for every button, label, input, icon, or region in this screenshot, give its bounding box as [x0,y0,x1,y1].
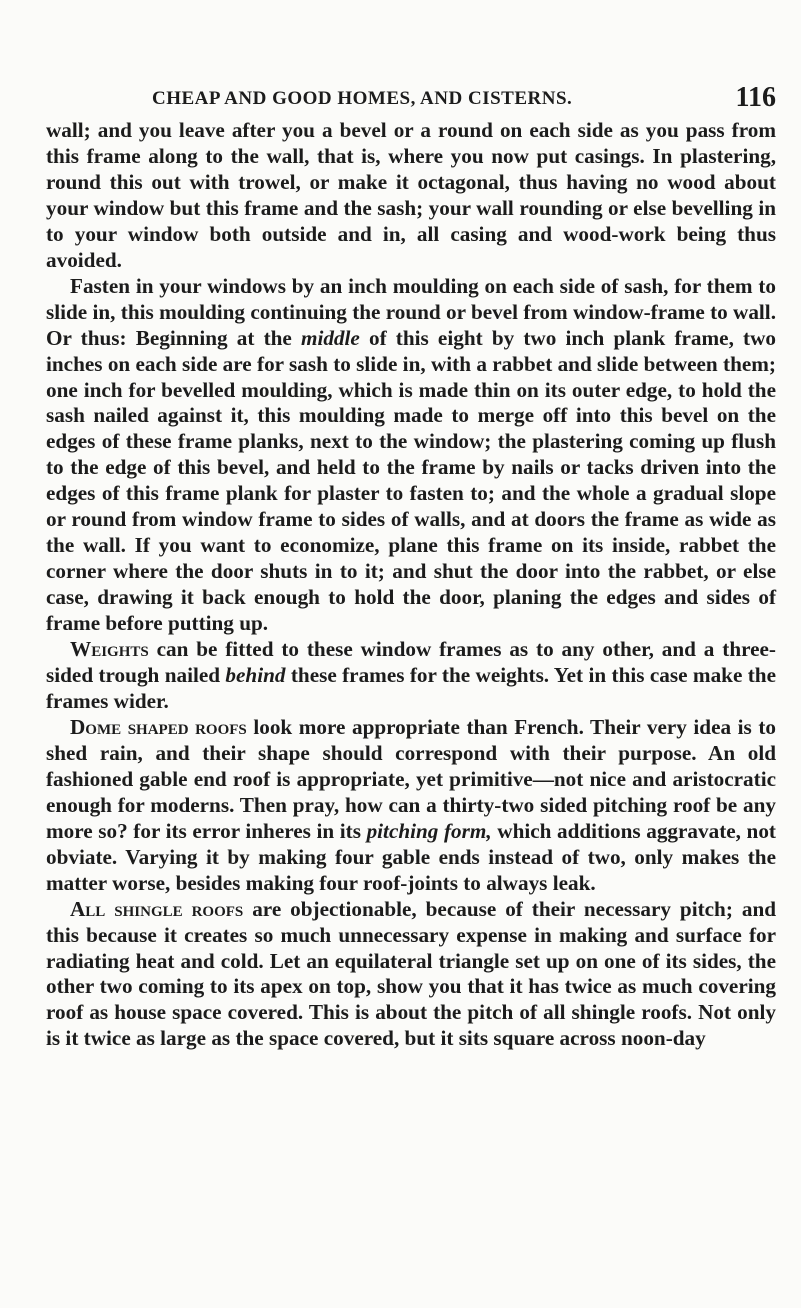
text-run: of this eight by two inch plank frame, two inches on each side are for sash to slide in, with a rabbet and slide between them; one inch for bevelled moulding, which is made thin on its outer edge, to hold the sash nailed against it, this moulding made to merge off into this bevel on the edges of these frame planks, next to the window; the plastering coming up flush to the edge of this bevel, and held to the frame by nails or tacks driven into the edges of this frame plank for plaster to fasten to; and the whole a gradual slope or round from window frame to sides of walls, and at doors the frame as wide as the wall. If you want to economize, plane this frame on its inside, rabbet the corner where the door shuts in to it; and shut the door into the rabbet, or else case, drawing it back enough to hold the door, planing the edges and sides of frame before putting up. [46,325,776,636]
paragraph-lead-words: Dome shaped roofs [70,714,247,739]
text-run: these frames for the weights. Yet in this case make the frames wider. [46,663,776,713]
text-run: are objectionable, because of their necessary pitch; and this because it creates so much unnecessary expense in making and surface for radiating heat and cold. Let an equilateral triangle set up on one of its sides, the other two coming to its apex on top, show you that it has twice as much covering roof as house space covered. This is about the pitch of all shingle roofs. Not only is it twice as large as the space covered, but it sits square across noon-day [46,896,777,1051]
page-number: 116 [735,82,776,113]
text-run: look more appropriate than French. Their very idea is to shed rain, and their shape should correspond with their purpose. An old fashioned gable end roof is appropriate, yet primitive—not nice and aristocratic enough for moderns. Then pray, how can a thirty-two sided pitching roof be any more so? for its error inheres in its [46,714,776,843]
running-title: CHEAP AND GOOD HOMES, AND CISTERNS. [152,88,573,109]
book-page [46,82,776,1052]
paragraph [46,897,776,1053]
paragraph [46,274,776,637]
running-head [46,82,776,112]
text-run: which additions aggravate, not obviate. Varying it by making four gable ends instead of two, only makes the matter worse, besides making four roof-joints to always leak. [46,818,776,895]
paragraph [46,715,776,897]
italic-text-run: pitching form, [366,818,492,843]
paragraph-lead-words: All shingle roofs [70,896,244,921]
paragraph [46,118,776,274]
paragraph [46,637,776,715]
body-text [46,118,776,1052]
italic-text-run: behind [225,663,286,688]
paragraph-lead-words: Weights [70,637,149,662]
italic-text-run: middle [300,325,360,350]
text-run: Fasten in your windows by an inch moulding on each side of sash, for them to slide in, this moulding continuing the round or bevel from window-frame to wall. Or thus: Beginning at the [46,273,776,350]
text-run: wall; and you leave after you a bevel or a round on each side as you pass from this frame along to the wall, that is, where you now put casings. In plastering, round this out with trowel, or make it octagonal, thus having no wood about your window but this frame and the sash; your wall rounding or else bevelling in to your window both outside and in, all casing and wood-work being thus avoided. [46,118,776,272]
text-run: can be fitted to these window frames as to any other, and a three-sided trough nailed [46,637,776,688]
